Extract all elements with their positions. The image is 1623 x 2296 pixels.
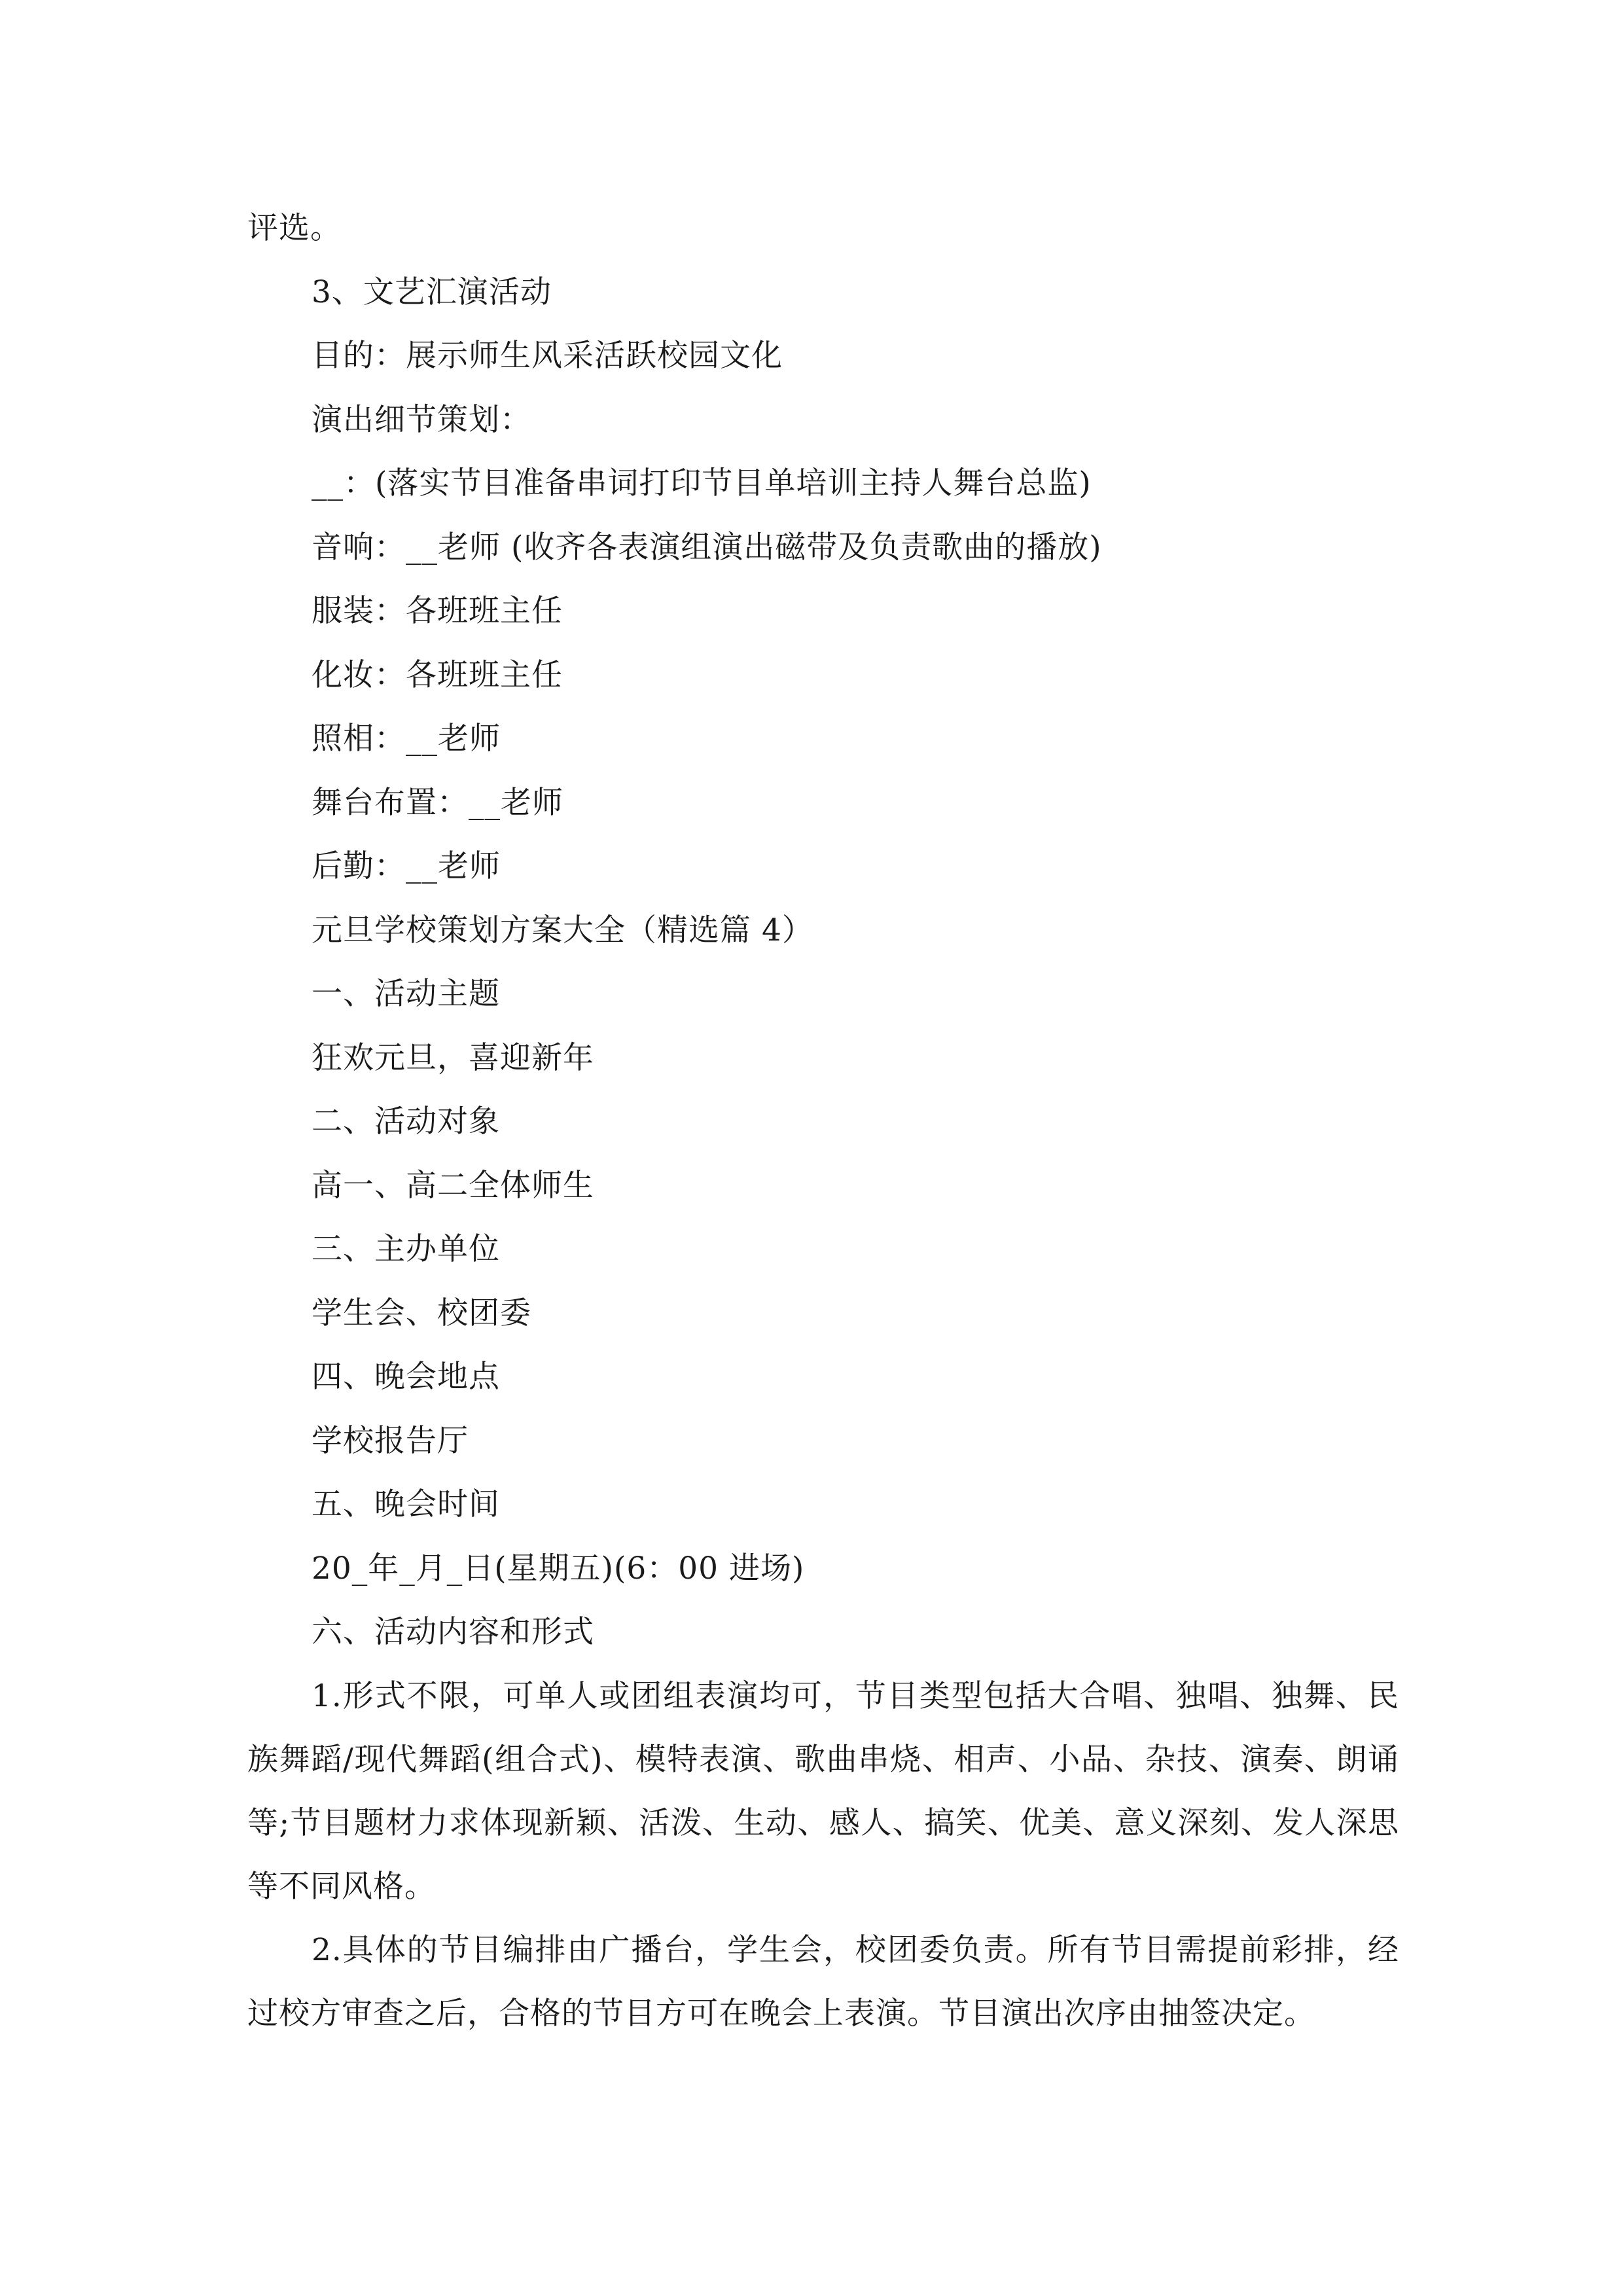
text-line: 后勤：__老师 xyxy=(312,848,501,884)
document-title: 元旦学校策划方案大全（精选篇 4） xyxy=(312,912,813,948)
section-heading: 一、活动主题 xyxy=(312,976,500,1012)
text-line: 照相：__老师 xyxy=(312,721,501,757)
section-heading: 二、活动对象 xyxy=(312,1103,500,1139)
text-line: 狂欢元旦，喜迎新年 xyxy=(312,1039,594,1076)
section-heading: 五、晚会时间 xyxy=(312,1486,500,1522)
text-line: 音响：__老师 (收齐各表演组演出磁带及负责歌曲的播放) xyxy=(312,529,1102,565)
document-body xyxy=(247,196,1399,2045)
section-heading: 3、文艺汇演活动 xyxy=(312,274,552,310)
text-line: 目的：展示师生风采活跃校园文化 xyxy=(312,338,783,374)
text-line: 服装：各班班主任 xyxy=(312,593,563,629)
text-line: 高一、高二全体师生 xyxy=(312,1167,594,1204)
text-line: 评选。 xyxy=(247,210,342,246)
section-heading: 三、主办单位 xyxy=(312,1231,500,1267)
section-heading: 四、晚会地点 xyxy=(312,1359,500,1395)
body-paragraph: 2.具体的节目编排由广播台，学生会，校团委负责。所有节目需提前彩排，经过校方审查之后，合格的节目方可在晚会上表演。节目演出次序由抽签决定。 xyxy=(247,1931,1399,2032)
text-line: 舞台布置：__老师 xyxy=(312,784,563,821)
text-line: 学生会、校团委 xyxy=(312,1295,531,1331)
body-paragraph: 1.形式不限，可单人或团组表演均可，节目类型包括大合唱、独唱、独舞、民族舞蹈/现代舞蹈(组合式)、模特表演、歌曲串烧、相声、小品、杂技、演奏、朗诵等;节目题材力求体现新颖、活泼、生动、感人、搞笑、优美、意义深刻、发人深思等不同风格。 xyxy=(247,1677,1399,1905)
text-line: 学校报告厅 xyxy=(312,1422,469,1459)
text-line: 20_年_月_日(星期五)(6：00 进场) xyxy=(312,1550,805,1587)
section-heading: 六、活动内容和形式 xyxy=(312,1614,594,1650)
text-line: __：(落实节目准备串词打印节目单培训主持人舞台总监) xyxy=(312,465,1092,501)
text-line: 演出细节策划： xyxy=(312,401,531,438)
text-line: 化妆：各班班主任 xyxy=(312,656,563,693)
